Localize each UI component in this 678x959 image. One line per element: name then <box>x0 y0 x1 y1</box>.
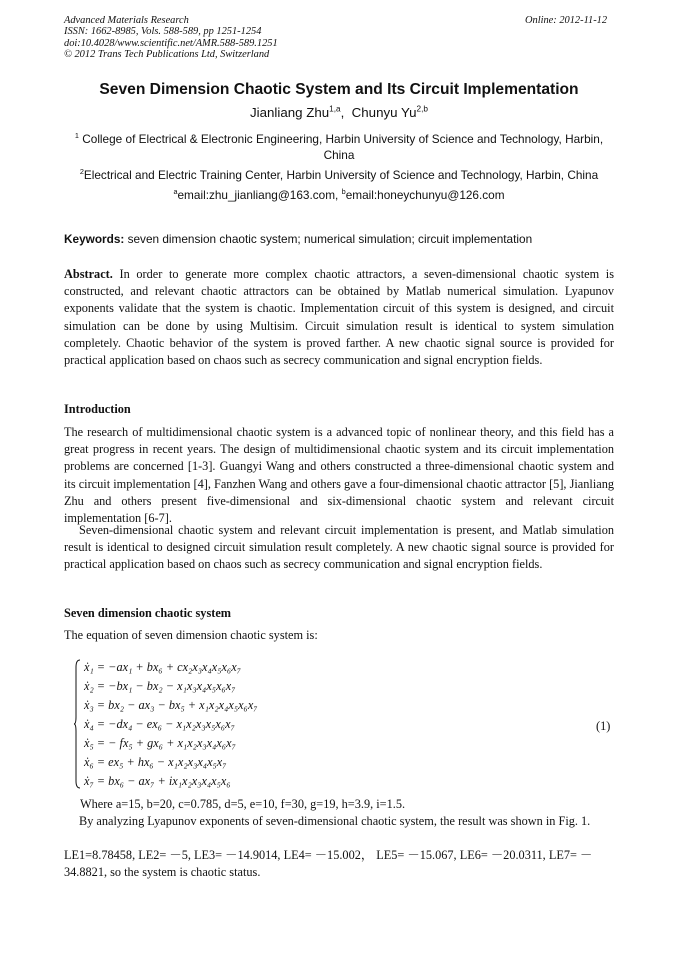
affiliation-superscript: 1 <box>74 131 79 141</box>
intro-paragraph-2: Seven-dimensional chaotic system and relevant circuit implementation is present, and Matlab simulation result is identical to designed circuit simulation result completely. A new chaotic signal source is provided for practical application based on chaos such as secrecy communication and signal encryption fields. <box>64 523 614 572</box>
author-list <box>0 105 678 120</box>
journal-copyright: © 2012 Trans Tech Publications Ltd, Switzerland <box>64 48 270 60</box>
equation-line: ẋ₂ = −bx₁ − bx₂ − x₁x₃x₄x₅x₆x₇ <box>84 679 236 693</box>
section-heading-introduction: Introduction <box>64 402 131 416</box>
lyapunov-paragraph: By analyzing Lyapunov exponents of seven-dimensional chaotic system, the result was shown in Fig. 1. <box>79 814 591 828</box>
email-link[interactable]: email:honeychunyu@126.com <box>345 188 505 202</box>
affiliation-superscript: 2 <box>79 167 84 177</box>
author-superscript: 2,b <box>416 104 428 114</box>
affiliation-text: College of Electrical & Electronic Engineering, Harbin University of Science and Technology, Harbin, China <box>82 132 604 162</box>
keywords <box>64 232 614 246</box>
keywords-label: Keywords: <box>64 232 125 246</box>
affiliation-1 <box>64 131 614 163</box>
equation-line: ẋ₁ = −ax₁ + bx₆ + cx₂x₃x₄x₅x₆x₇ <box>84 660 241 674</box>
keywords-text: seven dimension chaotic system; numerical simulation; circuit implementation <box>127 232 533 246</box>
equation-line: ẋ₄ = −dx₄ − ex₆ − x₁x₂x₃x₅x₆x₇ <box>84 717 235 731</box>
equation-line: ẋ₇ = bx₆ − ax₇ + ix₁x₂x₃x₄x₅x₆ <box>84 774 231 788</box>
author-name: Jianliang Zhu <box>250 105 330 120</box>
email-superscript: b <box>341 187 346 197</box>
abstract-text: In order to generate more complex chaotic attractors, a seven-dimensional chaotic system is constructed, and relevant chaotic attractors can be obtained by Matlab numerical simulation. Lyapunov exponents validate that the system is chaotic. Implementation circuit of this system is designed, and circuit simulation can be done by using Multisim. Circuit simulation result is identical to system simulation completely. Chaotic behavior of the system is proved farther. A new chaotic signal source is provided for practical application based on chaos such as secrecy communication and signal encryption fields. <box>64 267 614 368</box>
affiliation-text: Electrical and Electric Training Center, Harbin University of Science and Technology, Harbin, China <box>83 168 599 182</box>
author-separator: , <box>340 105 345 120</box>
journal-doi: doi:10.4028/www.scientific.net/AMR.588-589.1251 <box>64 37 278 49</box>
abstract <box>64 266 614 369</box>
abstract-label: Abstract. <box>64 267 113 281</box>
author-superscript: 1,a <box>329 104 341 114</box>
affiliation-2 <box>64 167 614 183</box>
journal-issn: ISSN: 1662-8985, Vols. 588-589, pp 1251-1254 <box>64 26 262 38</box>
section-heading-seven-dimension: Seven dimension chaotic system <box>64 606 232 620</box>
journal-header <box>64 15 278 60</box>
equation-intro: The equation of seven dimension chaotic system is: <box>64 628 318 642</box>
author-name: Chunyu Yu <box>351 105 417 120</box>
email-link[interactable]: email:zhu_jianliang@163.com, <box>177 188 339 202</box>
equation-line: ẋ₆ = ex₅ + hx₆ − x₁x₂x₃x₄x₅x₇ <box>84 755 227 769</box>
intro-paragraph-1: The research of multidimensional chaotic system is a advanced topic of nonlinear theory, and this field has a great progress in recent years. The design of multidimensional chaotic system and its circuit implementation problems are concerned [1-3]. Guangyi Wang and others constructed a three-dimensional chaotic system and its circuit implementation [4], Fanzhen Wang and others gave a four-dimensional chaotic attractor [5], Jianliang Zhu and others present five-dimensional and six-dimensional chaotic system and relevant circuit implementation [6-7]. <box>64 425 614 526</box>
equation-line: ẋ₃ = bx₂ − ax₃ − bx₅ + x₁x₂x₄x₅x₆x₇ <box>84 698 258 712</box>
equation-line: ẋ₅ = − fx₅ + gx₆ + x₁x₂x₃x₄x₆x₇ <box>84 736 236 750</box>
email-superscript: a <box>173 187 178 197</box>
equation-number: (1) <box>596 719 611 733</box>
journal-name: Advanced Materials Research <box>64 15 189 26</box>
equation-brace <box>74 659 81 789</box>
equation-system <box>84 658 258 791</box>
email-line <box>0 188 678 202</box>
paper-title: Seven Dimension Chaotic System and Its Circuit Implementation <box>99 81 579 98</box>
lyapunov-values: LE1=8.78458, LE2= －5, LE3= －14.9014, LE4= －15.002， LE5= －15.067, LE6= －20.0311, LE7= －34.8821, so the system is chaotic status. <box>64 848 593 880</box>
online-date: Online: 2012-11-12 <box>525 15 608 26</box>
parameter-values: Where a=15, b=20, c=0.785, d=5, e=10, f=30, g=19, h=3.9, i=1.5. <box>80 797 406 811</box>
